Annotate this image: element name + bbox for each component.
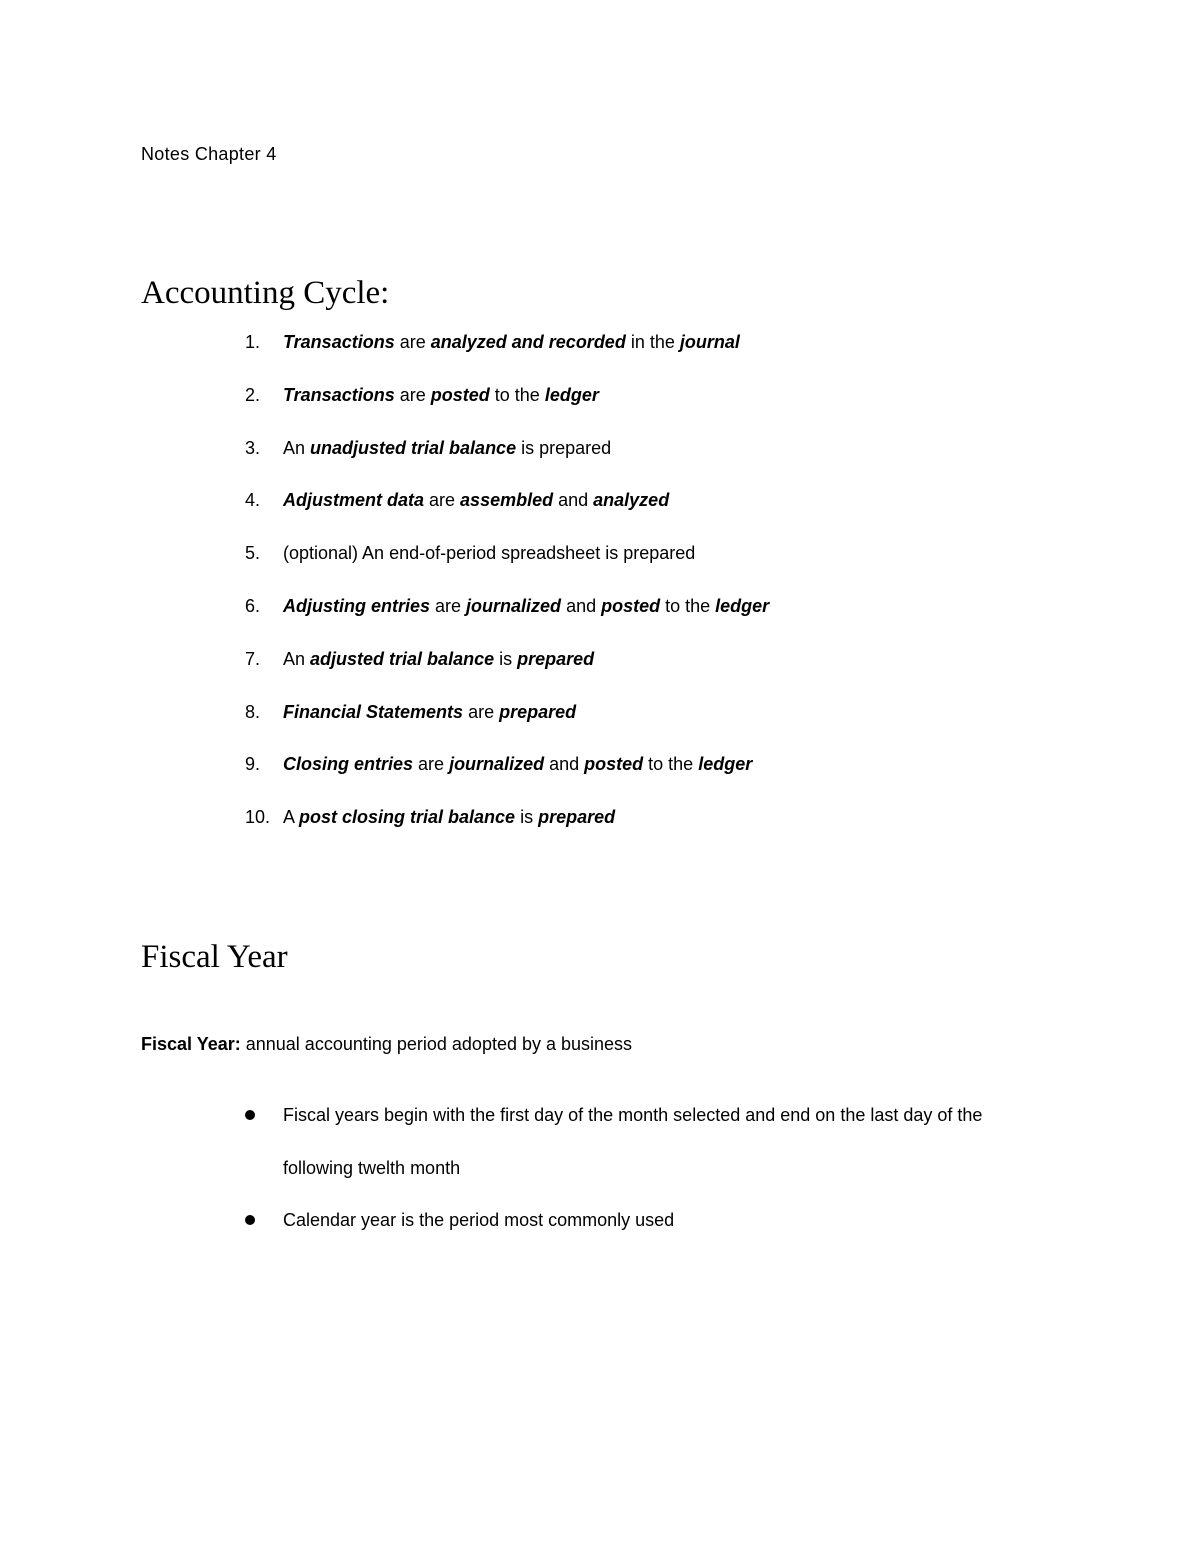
list-item-number: 9.: [245, 754, 261, 775]
list-item-text-run: Closing entries: [283, 754, 414, 775]
list-item-text-run: prepared: [538, 807, 616, 828]
bullet-icon: [245, 1215, 255, 1225]
bullet-2-line-1: Calendar year is the period most commonly used: [283, 1210, 675, 1230]
list-item: [0, 646, 1200, 672]
list-item-text-run: analyzed and recorded: [430, 332, 626, 352]
list-item: [0, 435, 1200, 461]
list-item-text-run: are: [463, 701, 500, 722]
list-item-text-run: to the: [660, 596, 716, 616]
fiscal-year-definition: [141, 1031, 632, 1057]
list-item-text-run: journal: [679, 332, 740, 352]
list-item-text-run: are: [394, 384, 431, 405]
list-item-text-run: An: [283, 648, 311, 669]
list-item-text-run: posted: [430, 384, 490, 405]
list-item: [0, 699, 1200, 725]
list-item-text: [283, 382, 599, 408]
definition-text: annual accounting period adopted by a business: [240, 1034, 633, 1054]
list-item-text-run: and: [561, 596, 602, 616]
list-item-text-run: are: [413, 754, 450, 775]
list-item-text-run: and: [544, 754, 585, 775]
list-item-text-run: ledger: [544, 384, 599, 405]
list-item-text: [283, 435, 611, 461]
list-item-text-run: adjusted trial balance: [310, 648, 495, 669]
list-item-text-run: ledger: [715, 596, 770, 616]
list-item-text-run: in the: [625, 332, 680, 352]
list-item-text-run: Adjustment data: [283, 490, 425, 511]
list-item-text-run: analyzed: [593, 490, 670, 511]
list-item-text-run: (optional) An end-of-period spreadsheet is prepared: [283, 543, 696, 564]
list-item-text: [283, 593, 769, 619]
list-item-text-run: prepared: [517, 648, 595, 669]
list-item-text-run: assembled: [460, 490, 554, 511]
list-item: [0, 540, 1200, 566]
list-item-text-run: post closing trial balance: [299, 807, 516, 828]
list-item-text-run: are: [394, 332, 431, 352]
list-item-text-run: Financial Statements: [283, 701, 464, 722]
list-item-text-run: journalized: [449, 754, 545, 775]
list-item-text-run: is: [515, 807, 539, 828]
list-item-text-run: are: [424, 490, 461, 511]
list-item: [0, 804, 1200, 830]
definition-term: Fiscal Year:: [141, 1034, 241, 1054]
list-item-text-run: Adjusting entries: [283, 596, 431, 616]
list-item-number: 2.: [245, 384, 261, 405]
list-item-text-run: to the: [643, 754, 699, 775]
list-item-text-run: are: [430, 596, 467, 616]
list-item-text-run: posted: [601, 596, 661, 616]
section-heading-accounting-cycle: Accounting Cycle:: [141, 275, 390, 311]
list-item-text: [283, 646, 594, 672]
list-item: [0, 487, 1200, 513]
list-item-number: 3.: [245, 437, 261, 458]
list-item-number: 4.: [245, 490, 261, 511]
list-item: [0, 382, 1200, 408]
notes-title: Notes Chapter 4: [141, 144, 277, 164]
bullet-1-line-2: following twelth month: [283, 1158, 461, 1178]
list-item-text-run: An: [283, 437, 311, 458]
list-item: [0, 751, 1200, 777]
list-item-number: 6.: [245, 596, 261, 616]
list-item-text-run: to the: [489, 384, 545, 405]
list-item: [0, 329, 1200, 355]
bullet-1-line-1: Fiscal years begin with the first day of the month selected and end on the last day of the: [283, 1105, 983, 1125]
list-item-text-run: Transactions: [283, 384, 395, 405]
list-item-text-run: prepared: [499, 701, 577, 722]
list-item-text-run: Transactions: [283, 332, 395, 352]
list-item-text-run: A: [283, 807, 300, 828]
list-item-text-run: unadjusted trial balance: [310, 437, 517, 458]
bullet-icon: [245, 1110, 255, 1120]
list-item-text-run: and: [553, 490, 594, 511]
list-item-text: [283, 540, 695, 566]
list-item-number: 10.: [245, 807, 271, 828]
list-item-text-run: ledger: [698, 754, 753, 775]
list-item-text: [283, 699, 576, 725]
list-item-number: 1.: [245, 332, 261, 352]
list-item-text: [283, 487, 669, 513]
list-item-number: 5.: [245, 543, 261, 564]
list-item-text-run: is prepared: [516, 437, 612, 458]
list-item-text-run: posted: [584, 754, 644, 775]
list-item-text-run: is: [494, 648, 518, 669]
list-item-text: [283, 329, 740, 355]
list-item-number: 8.: [245, 701, 261, 722]
list-item-text: [283, 804, 615, 830]
list-item-text: [283, 751, 752, 777]
list-item-text-run: journalized: [466, 596, 562, 616]
list-item: [0, 593, 1200, 619]
section-heading-fiscal-year: Fiscal Year: [141, 939, 288, 975]
list-item-number: 7.: [245, 648, 261, 669]
